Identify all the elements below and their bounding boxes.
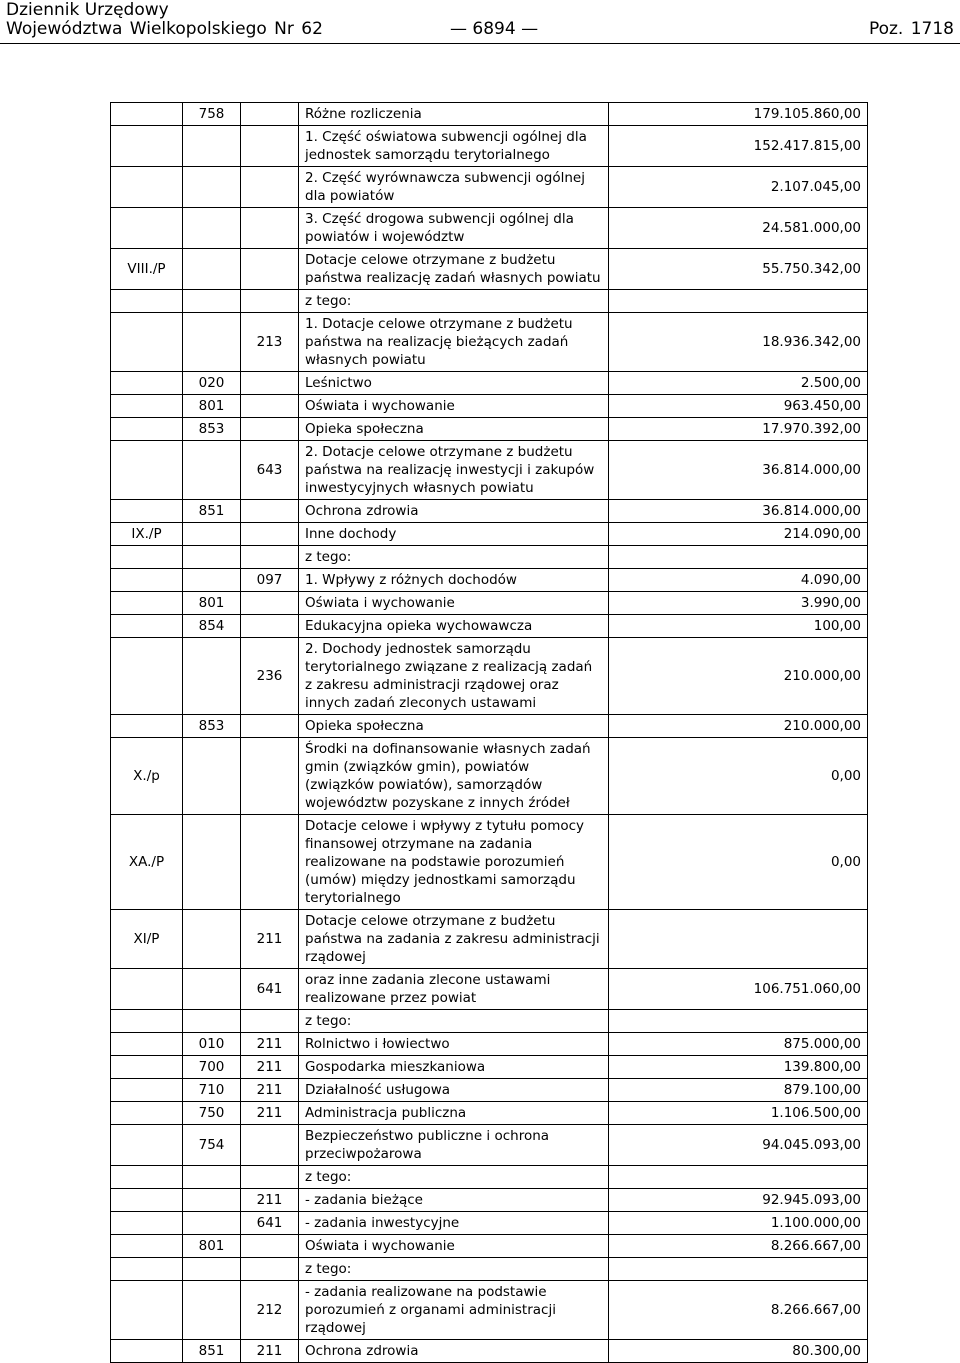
- description-cell: Ochrona zdrowia: [299, 1340, 609, 1363]
- table-row: [111, 615, 868, 638]
- chapter-cell: 754: [183, 1125, 241, 1166]
- table-row: [111, 1166, 868, 1189]
- paragraph-cell: [241, 167, 299, 208]
- chapter-cell: [183, 638, 241, 715]
- chapter-cell: [183, 1010, 241, 1033]
- section-cell: [111, 500, 183, 523]
- amount-cell: 100,00: [609, 615, 868, 638]
- section-cell: XI/P: [111, 910, 183, 969]
- chapter-cell: [183, 738, 241, 815]
- section-cell: VIII./P: [111, 249, 183, 290]
- section-cell: [111, 313, 183, 372]
- section-cell: [111, 167, 183, 208]
- chapter-cell: 020: [183, 372, 241, 395]
- paragraph-cell: 211: [241, 1340, 299, 1363]
- section-cell: [111, 715, 183, 738]
- amount-cell: 1.106.500,00: [609, 1102, 868, 1125]
- amount-cell: 2.500,00: [609, 372, 868, 395]
- amount-cell: [609, 1010, 868, 1033]
- chapter-cell: [183, 1258, 241, 1281]
- chapter-cell: 854: [183, 615, 241, 638]
- section-cell: [111, 290, 183, 313]
- chapter-cell: 801: [183, 592, 241, 615]
- section-cell: X./p: [111, 738, 183, 815]
- paragraph-cell: [241, 592, 299, 615]
- section-cell: [111, 592, 183, 615]
- chapter-cell: [183, 546, 241, 569]
- section-cell: [111, 103, 183, 126]
- amount-cell: 210.000,00: [609, 715, 868, 738]
- table-row: [111, 715, 868, 738]
- amount-cell: 36.814.000,00: [609, 441, 868, 500]
- section-cell: [111, 441, 183, 500]
- table-row: [111, 418, 868, 441]
- section-cell: [111, 1340, 183, 1363]
- position-number: Poz. 1718: [868, 19, 954, 39]
- amount-cell: 8.266.667,00: [609, 1281, 868, 1340]
- description-cell: Oświata i wychowanie: [299, 592, 609, 615]
- section-cell: [111, 969, 183, 1010]
- amount-cell: 875.000,00: [609, 1033, 868, 1056]
- description-cell: Dotacje celowe otrzymane z budżetu państwa realizację zadań własnych powiatu: [299, 249, 609, 290]
- table-row: [111, 1033, 868, 1056]
- description-cell: 1. Część oświatowa subwencji ogólnej dla jednostek samorządu terytorialnego: [299, 126, 609, 167]
- description-cell: z tego:: [299, 290, 609, 313]
- paragraph-cell: 211: [241, 1056, 299, 1079]
- amount-cell: 106.751.060,00: [609, 969, 868, 1010]
- section-cell: [111, 1189, 183, 1212]
- description-cell: z tego:: [299, 546, 609, 569]
- amount-cell: [609, 1166, 868, 1189]
- chapter-cell: 851: [183, 500, 241, 523]
- chapter-cell: [183, 569, 241, 592]
- description-cell: z tego:: [299, 1258, 609, 1281]
- paragraph-cell: [241, 1166, 299, 1189]
- description-cell: Różne rozliczenia: [299, 103, 609, 126]
- paragraph-cell: 236: [241, 638, 299, 715]
- table-row: [111, 372, 868, 395]
- chapter-cell: 750: [183, 1102, 241, 1125]
- paragraph-cell: 213: [241, 313, 299, 372]
- chapter-cell: [183, 290, 241, 313]
- description-cell: Oświata i wychowanie: [299, 395, 609, 418]
- page-number: — 6894 —: [450, 19, 539, 39]
- table-row: [111, 208, 868, 249]
- table-row: [111, 1235, 868, 1258]
- amount-cell: 1.100.000,00: [609, 1212, 868, 1235]
- paragraph-cell: [241, 1258, 299, 1281]
- amount-cell: 8.266.667,00: [609, 1235, 868, 1258]
- section-cell: XA./P: [111, 815, 183, 910]
- description-cell: 2. Dotacje celowe otrzymane z budżetu państwa na realizację inwestycji i zakupów inwestycyjnych własnych powiatu: [299, 441, 609, 500]
- chapter-cell: 801: [183, 1235, 241, 1258]
- description-cell: 2. Dochody jednostek samorządu terytorialnego związane z realizacją zadań z zakresu administracji rządowej oraz innych zadań zleconych ustawami: [299, 638, 609, 715]
- table-row: [111, 1281, 868, 1340]
- paragraph-cell: [241, 715, 299, 738]
- chapter-cell: [183, 969, 241, 1010]
- table-row: [111, 1189, 868, 1212]
- paragraph-cell: [241, 500, 299, 523]
- chapter-cell: [183, 313, 241, 372]
- section-cell: [111, 1258, 183, 1281]
- description-cell: z tego:: [299, 1010, 609, 1033]
- amount-cell: 179.105.860,00: [609, 103, 868, 126]
- paragraph-cell: [241, 372, 299, 395]
- table-row: [111, 546, 868, 569]
- section-cell: [111, 546, 183, 569]
- table-row: [111, 1258, 868, 1281]
- paragraph-cell: [241, 395, 299, 418]
- paragraph-cell: [241, 103, 299, 126]
- table-row: [111, 500, 868, 523]
- chapter-cell: [183, 910, 241, 969]
- description-cell: Dotacje celowe otrzymane z budżetu państwa na zadania z zakresu administracji rządowej: [299, 910, 609, 969]
- table-row: [111, 910, 868, 969]
- description-cell: 1. Wpływy z różnych dochodów: [299, 569, 609, 592]
- table-row: [111, 249, 868, 290]
- paragraph-cell: [241, 126, 299, 167]
- paragraph-cell: [241, 1235, 299, 1258]
- description-cell: Edukacyjna opieka wychowawcza: [299, 615, 609, 638]
- section-cell: [111, 418, 183, 441]
- table-row: [111, 103, 868, 126]
- table-row: [111, 638, 868, 715]
- paragraph-cell: [241, 1125, 299, 1166]
- section-cell: [111, 1079, 183, 1102]
- description-cell: 1. Dotacje celowe otrzymane z budżetu państwa na realizację bieżących zadań własnych powiatu: [299, 313, 609, 372]
- description-cell: Inne dochody: [299, 523, 609, 546]
- table-row: [111, 1079, 868, 1102]
- table-row: [111, 1212, 868, 1235]
- section-cell: [111, 372, 183, 395]
- table-row: [111, 441, 868, 500]
- table-row: [111, 313, 868, 372]
- budget-table-body: [111, 103, 868, 1363]
- amount-cell: 879.100,00: [609, 1079, 868, 1102]
- description-cell: 3. Część drogowa subwencji ogólnej dla powiatów i województw: [299, 208, 609, 249]
- table-row: [111, 569, 868, 592]
- paragraph-cell: 211: [241, 1079, 299, 1102]
- amount-cell: 0,00: [609, 815, 868, 910]
- paragraph-cell: 643: [241, 441, 299, 500]
- chapter-cell: 851: [183, 1340, 241, 1363]
- description-cell: Środki na dofinansowanie własnych zadań gmin (związków gmin), powiatów (związków powiatów), samorządów województw pozyskane z innych źródeł: [299, 738, 609, 815]
- chapter-cell: [183, 1281, 241, 1340]
- paragraph-cell: 097: [241, 569, 299, 592]
- chapter-cell: [183, 1212, 241, 1235]
- table-row: [111, 815, 868, 910]
- section-cell: [111, 395, 183, 418]
- header-divider: [0, 43, 960, 44]
- description-cell: Administracja publiczna: [299, 1102, 609, 1125]
- description-cell: Dotacje celowe i wpływy z tytułu pomocy finansowej otrzymane na zadania realizowane na podstawie porozumień (umów) między jednostkami samorządu terytorialnego: [299, 815, 609, 910]
- paragraph-cell: [241, 546, 299, 569]
- section-cell: [111, 1102, 183, 1125]
- chapter-cell: [183, 523, 241, 546]
- journal-title: Dziennik Urzędowy: [6, 0, 169, 20]
- amount-cell: 18.936.342,00: [609, 313, 868, 372]
- amount-cell: 152.417.815,00: [609, 126, 868, 167]
- table-row: [111, 738, 868, 815]
- table-row: [111, 1010, 868, 1033]
- amount-cell: 4.090,00: [609, 569, 868, 592]
- amount-cell: [609, 1258, 868, 1281]
- section-cell: [111, 1033, 183, 1056]
- section-cell: [111, 1010, 183, 1033]
- paragraph-cell: 641: [241, 1212, 299, 1235]
- chapter-cell: 710: [183, 1079, 241, 1102]
- section-cell: [111, 126, 183, 167]
- chapter-cell: 853: [183, 418, 241, 441]
- paragraph-cell: [241, 738, 299, 815]
- section-cell: [111, 638, 183, 715]
- paragraph-cell: [241, 249, 299, 290]
- paragraph-cell: 641: [241, 969, 299, 1010]
- paragraph-cell: 211: [241, 1189, 299, 1212]
- chapter-cell: 801: [183, 395, 241, 418]
- amount-cell: 3.990,00: [609, 592, 868, 615]
- chapter-cell: [183, 208, 241, 249]
- paragraph-cell: 212: [241, 1281, 299, 1340]
- description-cell: Opieka społeczna: [299, 715, 609, 738]
- table-row: [111, 126, 868, 167]
- chapter-cell: [183, 1189, 241, 1212]
- description-cell: Gospodarka mieszkaniowa: [299, 1056, 609, 1079]
- budget-table: [110, 102, 868, 1363]
- description-cell: Oświata i wychowanie: [299, 1235, 609, 1258]
- paragraph-cell: 211: [241, 1102, 299, 1125]
- chapter-cell: [183, 1166, 241, 1189]
- chapter-cell: [183, 249, 241, 290]
- paragraph-cell: 211: [241, 910, 299, 969]
- description-cell: - zadania inwestycyjne: [299, 1212, 609, 1235]
- chapter-cell: [183, 441, 241, 500]
- description-cell: Opieka społeczna: [299, 418, 609, 441]
- chapter-cell: [183, 815, 241, 910]
- amount-cell: 2.107.045,00: [609, 167, 868, 208]
- description-cell: z tego:: [299, 1166, 609, 1189]
- section-cell: [111, 1212, 183, 1235]
- amount-cell: 36.814.000,00: [609, 500, 868, 523]
- amount-cell: 55.750.342,00: [609, 249, 868, 290]
- table-row: [111, 1102, 868, 1125]
- amount-cell: 210.000,00: [609, 638, 868, 715]
- amount-cell: 92.945.093,00: [609, 1189, 868, 1212]
- paragraph-cell: [241, 290, 299, 313]
- paragraph-cell: [241, 615, 299, 638]
- description-cell: - zadania realizowane na podstawie porozumień z organami administracji rządowej: [299, 1281, 609, 1340]
- amount-cell: 0,00: [609, 738, 868, 815]
- amount-cell: 963.450,00: [609, 395, 868, 418]
- description-cell: - zadania bieżące: [299, 1189, 609, 1212]
- chapter-cell: [183, 126, 241, 167]
- chapter-cell: 758: [183, 103, 241, 126]
- amount-cell: 24.581.000,00: [609, 208, 868, 249]
- description-cell: Leśnictwo: [299, 372, 609, 395]
- description-cell: Działalność usługowa: [299, 1079, 609, 1102]
- description-cell: oraz inne zadania zlecone ustawami realizowane przez powiat: [299, 969, 609, 1010]
- table-row: [111, 592, 868, 615]
- amount-cell: 214.090,00: [609, 523, 868, 546]
- paragraph-cell: [241, 208, 299, 249]
- table-row: [111, 395, 868, 418]
- description-cell: Rolnictwo i łowiectwo: [299, 1033, 609, 1056]
- amount-cell: [609, 910, 868, 969]
- table-row: [111, 1125, 868, 1166]
- table-row: [111, 1056, 868, 1079]
- section-cell: [111, 615, 183, 638]
- table-row: [111, 167, 868, 208]
- section-cell: [111, 1281, 183, 1340]
- section-cell: [111, 1166, 183, 1189]
- table-row: [111, 1340, 868, 1363]
- amount-cell: 139.800,00: [609, 1056, 868, 1079]
- table-row: [111, 969, 868, 1010]
- table-row: [111, 523, 868, 546]
- paragraph-cell: [241, 1010, 299, 1033]
- amount-cell: 17.970.392,00: [609, 418, 868, 441]
- amount-cell: 94.045.093,00: [609, 1125, 868, 1166]
- journal-subtitle: Województwa Wielkopolskiego Nr 62: [6, 19, 323, 39]
- section-cell: [111, 1125, 183, 1166]
- amount-cell: [609, 546, 868, 569]
- chapter-cell: 700: [183, 1056, 241, 1079]
- amount-cell: [609, 290, 868, 313]
- paragraph-cell: [241, 523, 299, 546]
- section-cell: IX./P: [111, 523, 183, 546]
- table-row: [111, 290, 868, 313]
- section-cell: [111, 1056, 183, 1079]
- paragraph-cell: [241, 815, 299, 910]
- chapter-cell: [183, 167, 241, 208]
- paragraph-cell: 211: [241, 1033, 299, 1056]
- document-header: [0, 0, 960, 45]
- section-cell: [111, 569, 183, 592]
- description-cell: Bezpieczeństwo publiczne i ochrona przeciwpożarowa: [299, 1125, 609, 1166]
- description-cell: 2. Część wyrównawcza subwencji ogólnej dla powiatów: [299, 167, 609, 208]
- chapter-cell: 853: [183, 715, 241, 738]
- chapter-cell: 010: [183, 1033, 241, 1056]
- section-cell: [111, 1235, 183, 1258]
- description-cell: Ochrona zdrowia: [299, 500, 609, 523]
- paragraph-cell: [241, 418, 299, 441]
- amount-cell: 80.300,00: [609, 1340, 868, 1363]
- section-cell: [111, 208, 183, 249]
